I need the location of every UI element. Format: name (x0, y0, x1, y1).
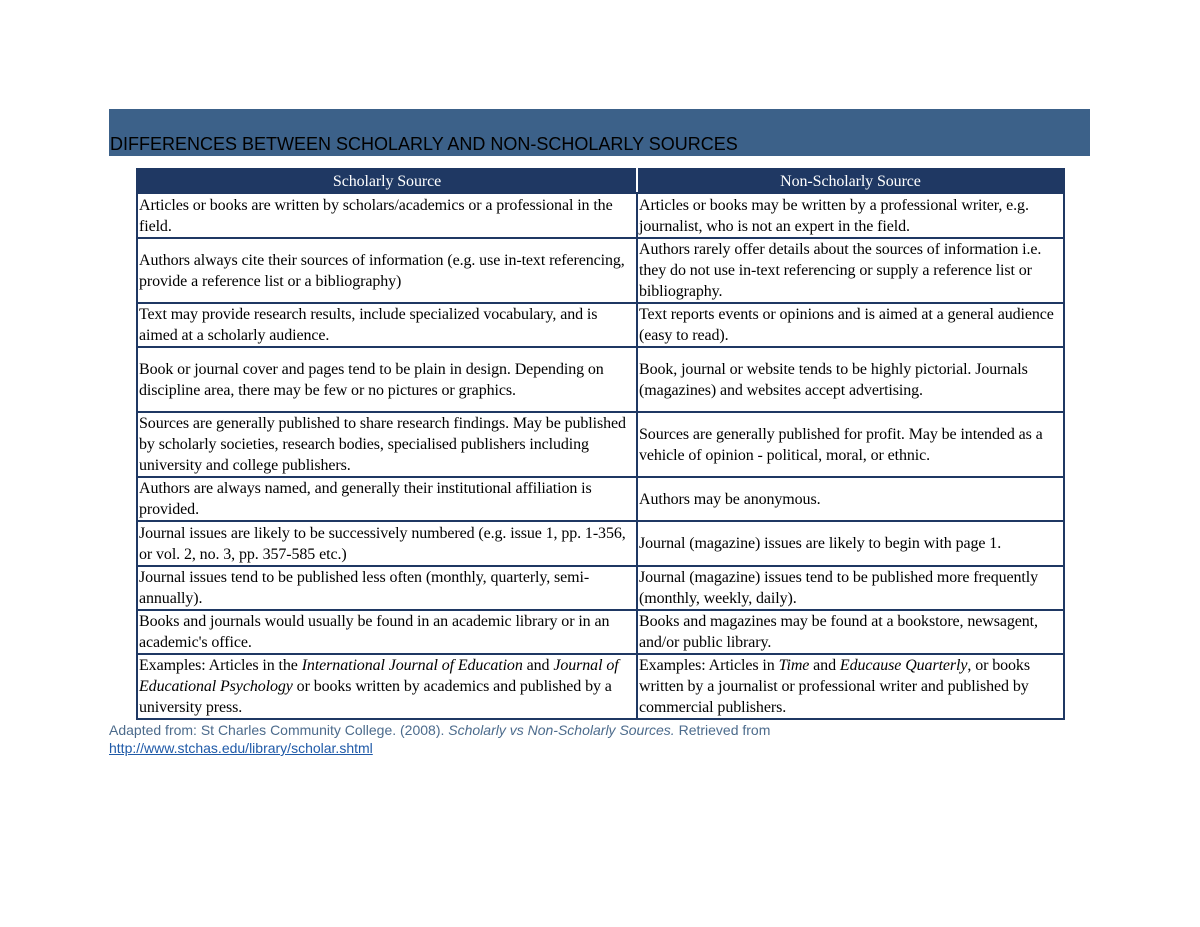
table-row (137, 566, 1064, 610)
cell-scholarly: Journal issues tend to be published less often (monthly, quarterly, semi-annually). (137, 566, 637, 610)
cell-scholarly: Authors are always named, and generally their institutional affiliation is provided. (137, 477, 637, 521)
cell-scholarly: Authors always cite their sources of information (e.g. use in-text referencing, provide a reference list or a bibliography) (137, 238, 637, 303)
cell-non-scholarly: Text reports events or opinions and is aimed at a general audience (easy to read). (637, 303, 1064, 347)
cell-non-scholarly: Articles or books may be written by a professional writer, e.g. journalist, who is not an expert in the field. (637, 193, 1064, 238)
title-bar (109, 109, 1090, 156)
header-non-scholarly: Non-Scholarly Source (637, 169, 1064, 193)
cell-non-scholarly-examples (637, 654, 1064, 719)
journal-title: Journal of Educational Psychology (139, 657, 619, 695)
cell-scholarly: Articles or books are written by scholars/academics or a professional in the field. (137, 193, 637, 238)
comparison-table (136, 168, 1065, 720)
cell-non-scholarly: Authors rarely offer details about the sources of information i.e. they do not use in-text referencing or supply a reference list or bibliography. (637, 238, 1064, 303)
examples-text: and (809, 657, 840, 674)
table-row (137, 347, 1064, 412)
header-scholarly: Scholarly Source (137, 169, 637, 193)
journal-title: International Journal of Education (301, 657, 523, 674)
cell-non-scholarly: Sources are generally published for profit. May be intended as a vehicle of opinion - political, moral, or ethnic. (637, 412, 1064, 477)
source-citation (109, 721, 909, 757)
examples-text: Examples: Articles in (639, 657, 779, 674)
citation-link[interactable]: http://www.stchas.edu/library/scholar.shtml (109, 740, 373, 756)
magazine-title: Time (778, 657, 810, 674)
citation-prefix: Adapted from: St Charles Community College. (2008). (109, 722, 449, 738)
citation-title: Scholarly vs Non-Scholarly Sources. (448, 722, 675, 738)
table-row (137, 412, 1064, 477)
table-row (137, 521, 1064, 566)
cell-scholarly: Book or journal cover and pages tend to be plain in design. Depending on discipline area, there may be few or no pictures or graphics. (137, 347, 637, 412)
cell-scholarly: Text may provide research results, include specialized vocabulary, and is aimed at a scholarly audience. (137, 303, 637, 347)
cell-non-scholarly: Authors may be anonymous. (637, 477, 1064, 521)
cell-scholarly: Journal issues are likely to be successively numbered (e.g. issue 1, pp. 1-356, or vol. 2, no. 3, pp. 357-585 etc.) (137, 521, 637, 566)
cell-scholarly: Sources are generally published to share research findings. May be published by scholarly societies, research bodies, specialised publishers including university and college publishers. (137, 412, 637, 477)
page-title: DIFFERENCES BETWEEN SCHOLARLY AND NON-SCHOLARLY SOURCES (110, 134, 738, 154)
cell-non-scholarly: Book, journal or website tends to be highly pictorial. Journals (magazines) and websites accept advertising. (637, 347, 1064, 412)
cell-scholarly: Books and journals would usually be found in an academic library or in an academic's office. (137, 610, 637, 654)
cell-scholarly-examples (137, 654, 637, 719)
magazine-title: Educause Quarterly (839, 657, 968, 674)
table-row (137, 303, 1064, 347)
cell-non-scholarly: Books and magazines may be found at a bookstore, newsagent, and/or public library. (637, 610, 1064, 654)
table-row-examples (137, 654, 1064, 719)
examples-text: or books written by academics and published by a university press. (139, 678, 612, 716)
table-header-row (137, 169, 1064, 193)
table-row (137, 610, 1064, 654)
citation-suffix: Retrieved from (674, 722, 771, 738)
cell-non-scholarly: Journal (magazine) issues are likely to begin with page 1. (637, 521, 1064, 566)
table-row (137, 477, 1064, 521)
examples-text: , or books written by a journalist or professional writer and published by commercial publishers. (639, 657, 1030, 716)
examples-text: and (522, 657, 554, 674)
table-row (137, 193, 1064, 238)
table-row (137, 238, 1064, 303)
cell-non-scholarly: Journal (magazine) issues tend to be published more frequently (monthly, weekly, daily). (637, 566, 1064, 610)
examples-text: Examples: Articles in the (139, 657, 302, 674)
